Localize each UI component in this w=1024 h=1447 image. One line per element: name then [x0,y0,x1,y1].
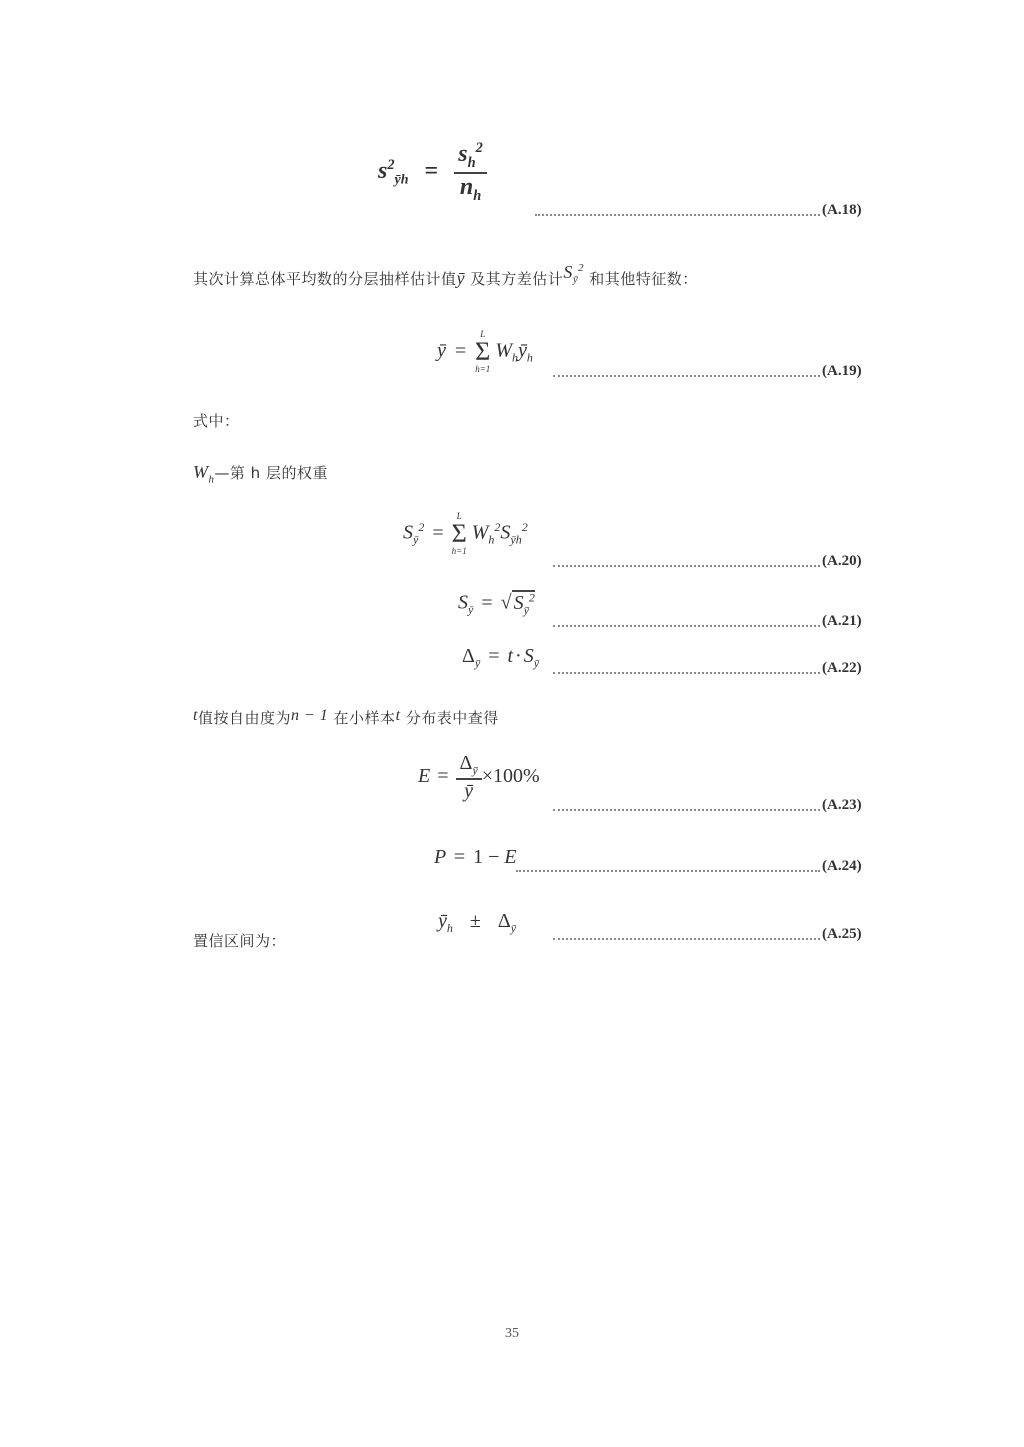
symbol: ȳ [456,268,466,288]
symbol: h [467,154,476,171]
dotted-leader [535,214,820,216]
symbol: ȳ [510,921,517,935]
dotted-leader [553,625,820,627]
symbol: h [511,350,518,365]
symbol: Δ [497,910,511,932]
wh-definition: $W_h—$第 h 层的权重 [193,462,328,486]
symbol: L [480,329,486,339]
symbol: t [193,707,198,724]
equation-a21: $S_ȳ$ = √ $S_ȳ^2$ [458,590,535,617]
fraction [454,140,487,205]
confidence-interval-label: 置信区间为： [193,932,287,950]
symbol: = [454,339,467,362]
symbol: W [471,521,489,544]
dotted-leader [553,375,820,377]
numerator [454,140,487,174]
equation-a24 [434,846,517,869]
symbol: 2 [418,519,425,534]
equation-number: (A.21) [822,613,862,629]
denominator: ȳ [464,780,474,802]
text: 值按自由度为 [197,709,291,727]
symbol: h [446,921,453,935]
symbol: Σ [451,519,467,548]
text: 在小样本 [333,709,396,727]
symbol: = [488,645,500,667]
symbol: Δ [462,645,475,667]
dotted-leader [553,938,820,940]
symbol: ȳ [517,339,527,362]
equation-number: (A.24) [822,858,862,874]
symbol: ȳ [472,763,478,777]
numerator [456,752,482,780]
symbol: L [456,511,462,521]
equation-number: (A.22) [822,660,862,676]
equation-a18 [378,140,487,205]
paragraph-intro: 其次计算总体平均数的分层抽样估计值ȳ 及其方差估计$S_ȳ^2$ 和其他特征数： [193,262,698,288]
denominator [460,174,481,205]
symbol: h=1 [451,546,467,556]
equation-a25 [438,910,516,936]
symbol: Σ [475,337,491,366]
symbol: S [500,521,511,544]
symbol: ȳ [437,339,446,362]
symbol: h [473,187,482,204]
text: 和其他特征数： [589,270,698,288]
symbol: ȳ [533,656,540,670]
symbol: n − 1 [290,707,329,724]
symbol: s [458,141,468,167]
symbol: S [458,591,468,614]
symbol: S [523,645,534,667]
symbol: ȳ [413,532,419,547]
where-label: 式中： [193,412,240,430]
symbol: h=1 [475,364,491,374]
symbol: 2 [494,519,501,534]
dotted-leader [516,870,820,872]
equation-a23 [418,752,540,803]
symbol: s [378,157,388,184]
symbol: = [437,765,449,788]
fraction [456,752,482,803]
symbol: Δ [459,752,473,774]
dotted-leader [553,809,820,811]
symbol: P [434,846,446,868]
page-number: 35 [505,1326,519,1341]
symbol: = [424,157,439,184]
text: —第 h 层的权重 [214,464,328,482]
equation-number: (A.18) [822,202,862,218]
symbol: 2 [528,590,535,604]
equation-a20: $S_ȳ^2$ = L Σ h=1 $W_h^2S_{ȳh}^2$ [403,511,528,556]
symbol: 1 − [473,846,500,868]
equation-number: (A.23) [822,797,862,813]
dotted-leader [553,672,820,674]
symbol: = [432,521,444,544]
symbol: h [526,350,533,365]
symbol: t [507,645,514,667]
t-value-note [193,707,499,728]
symbol: W [495,339,512,362]
text: 分布表中查得 [405,709,499,727]
text: 及其方差估计 [470,270,564,288]
symbol: 2 [475,140,483,156]
symbol: = [481,591,493,614]
symbol: ȳ [468,602,474,617]
equation-number: (A.25) [822,926,862,942]
equation-number: (A.20) [822,553,862,569]
dotted-leader [553,565,820,567]
equation-a19 [437,330,533,374]
symbol: ȳ [523,602,529,617]
symbol: 2 [521,519,528,534]
symbol: ȳ [474,656,481,670]
symbol: · [515,645,522,667]
symbol: S [513,591,524,614]
symbol: n [459,173,474,200]
symbol: = [453,846,466,868]
symbol: ×100% [481,765,540,788]
summation [452,512,467,556]
equation-a22 [462,645,539,671]
summation [475,330,490,374]
symbol: t [395,707,401,724]
square-root [512,590,535,617]
symbol: ȳh [394,172,409,188]
symbol: ȳ [438,910,447,932]
symbol: ± [469,910,481,932]
symbol: E [504,846,517,868]
symbol: E [418,765,431,788]
text: 其次计算总体平均数的分层抽样估计值 [193,270,457,288]
symbol: 2 [387,156,395,173]
symbol: S [403,521,413,544]
equation-number: (A.19) [822,363,862,379]
symbol: h [488,532,495,547]
